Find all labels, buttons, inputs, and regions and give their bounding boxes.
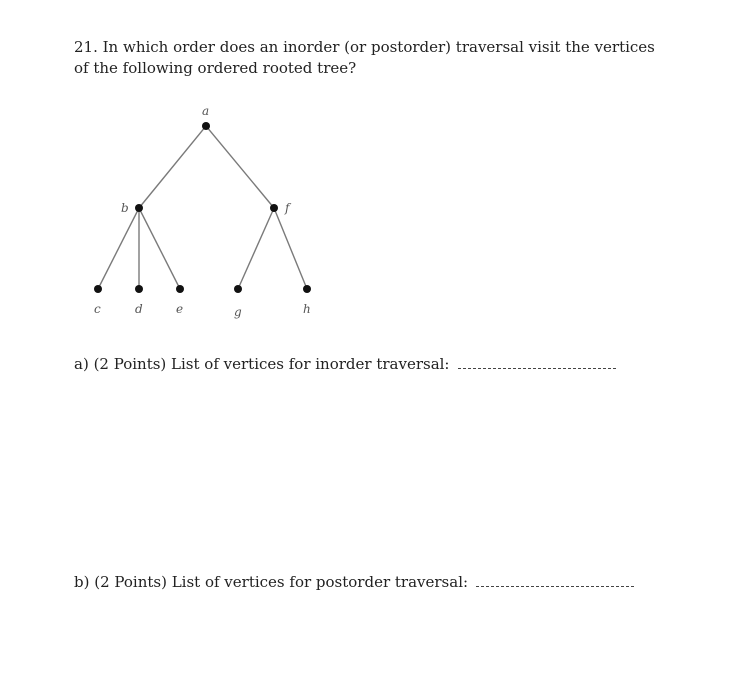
edge-b-e <box>139 208 180 289</box>
vertex-d <box>135 285 143 293</box>
vertex-a <box>202 122 210 130</box>
question-text: 21. In which order does an inorder (or postorder) traversal visit the vertices of the following ordered rooted tree? <box>74 38 655 77</box>
part-a-question <box>74 354 616 374</box>
vertex-b <box>135 204 143 212</box>
part-b-question <box>74 572 634 592</box>
vertex-g <box>234 285 242 293</box>
inorder-answer-blank[interactable] <box>458 354 616 369</box>
vertex-label-c: c <box>94 302 101 316</box>
vertex-label-b: b <box>121 201 129 215</box>
edge-a-f <box>206 126 274 208</box>
part-a-label: a) (2 Points) List of vertices for inorder traversal: <box>74 355 450 373</box>
vertex-label-a: a <box>202 104 210 118</box>
vertex-label-f: f <box>285 201 290 215</box>
edge-b-c <box>98 208 139 289</box>
vertex-h <box>303 285 311 293</box>
part-b-label: b) (2 Points) List of vertices for postorder traversal: <box>74 573 469 591</box>
vertex-label-e: e <box>176 302 184 316</box>
vertex-label-g: g <box>234 305 242 319</box>
edge-f-h <box>274 208 307 289</box>
postorder-answer-blank[interactable] <box>476 572 634 587</box>
vertex-label-h: h <box>303 302 311 316</box>
vertex-c <box>94 285 102 293</box>
edge-f-g <box>238 208 274 289</box>
vertex-label-d: d <box>135 302 143 316</box>
vertex-e <box>176 285 184 293</box>
edge-a-b <box>139 126 206 208</box>
vertex-f <box>270 204 278 212</box>
